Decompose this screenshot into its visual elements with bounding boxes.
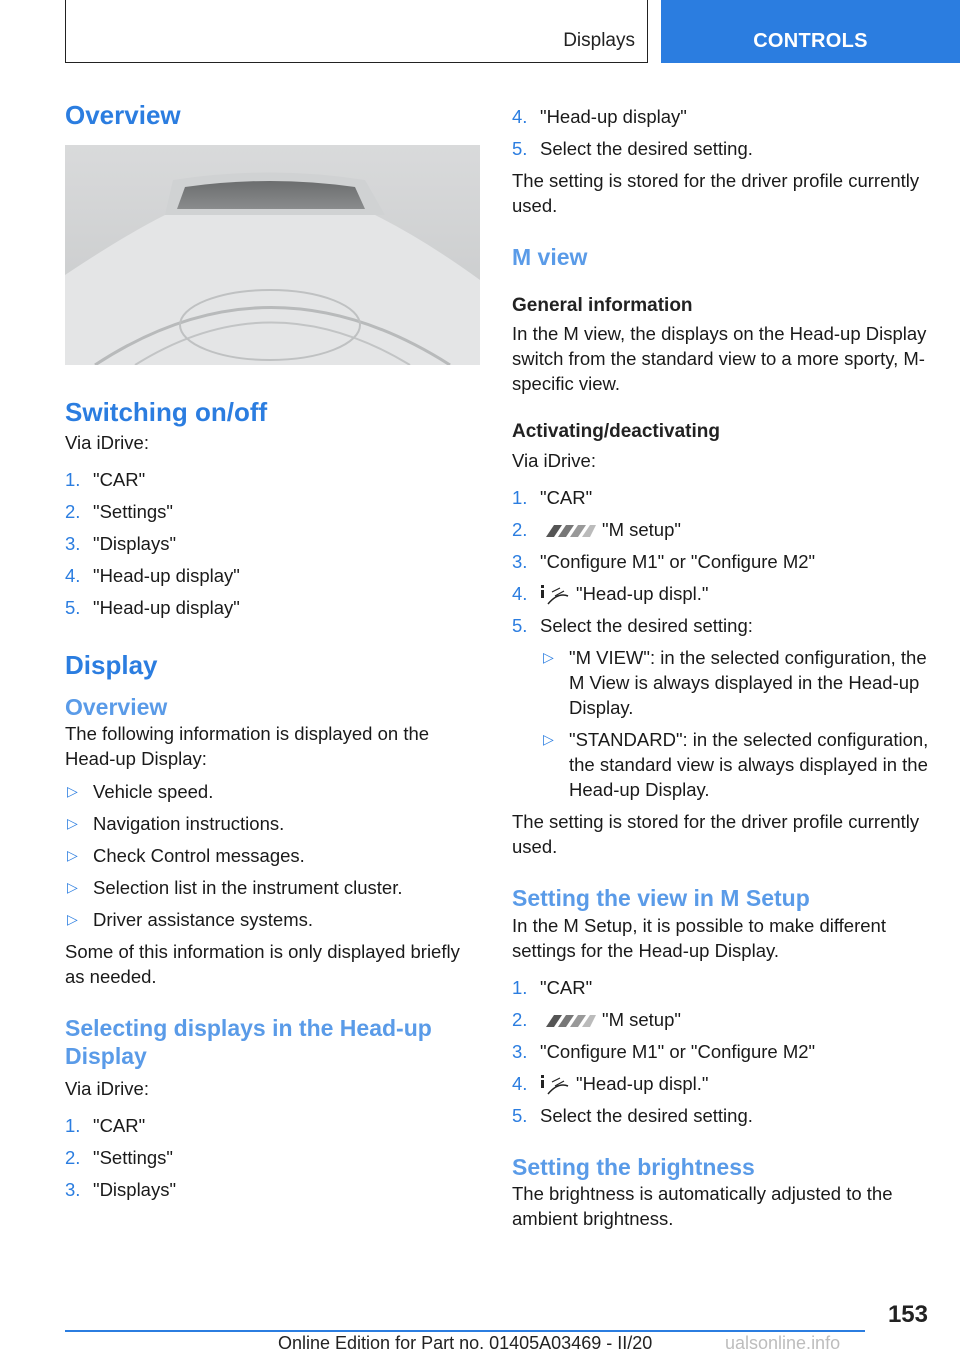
section-title: Displays bbox=[563, 30, 635, 51]
triangle-bullet-icon: ▷ bbox=[67, 783, 78, 800]
selecting-steps bbox=[65, 1113, 480, 1202]
overview-heading: Overview bbox=[65, 100, 181, 130]
display-overview-heading: Overview bbox=[65, 693, 168, 720]
m-setup-heading: Setting the view in M Setup bbox=[512, 885, 810, 912]
head-up-display-photo bbox=[65, 145, 480, 365]
brightness-heading: Setting the brightness bbox=[512, 1153, 755, 1180]
head-up-display-icon bbox=[540, 1074, 570, 1096]
list-item: 4. "Head-up display" bbox=[65, 565, 240, 587]
list-item: 4. "Head-up display" bbox=[512, 106, 687, 127]
triangle-bullet-icon: ▷ bbox=[67, 879, 78, 896]
list-item: 3. "Displays" bbox=[65, 1179, 177, 1201]
chapter-tab[interactable]: CONTROLS bbox=[661, 0, 960, 63]
triangle-bullet-icon: ▷ bbox=[67, 911, 78, 928]
list-item: 3. "Configure M1" or "Configure M2" bbox=[512, 550, 816, 572]
list-item: 2. "Settings" bbox=[65, 1147, 173, 1169]
general-info-text: In the M view, the displays on the Head-up Display switch from the standard view to a more sporty, M-specific view. bbox=[512, 323, 927, 395]
footer-watermark: ualsonline.info bbox=[725, 1333, 841, 1353]
list-item: 5. "Head-up display" bbox=[65, 597, 240, 619]
list-item: 1. "CAR" bbox=[512, 976, 593, 998]
switching-steps bbox=[65, 467, 480, 620]
list-item: ▷ Selection list in the instrument cluster. bbox=[67, 877, 403, 899]
list-item: 3. "Displays" bbox=[65, 533, 177, 555]
activating-options bbox=[512, 645, 932, 802]
list-item: ▷ Check Control messages. bbox=[67, 845, 305, 867]
switching-intro: Via iDrive: bbox=[65, 432, 149, 454]
triangle-bullet-icon: ▷ bbox=[543, 731, 554, 748]
activating-steps bbox=[512, 485, 932, 638]
m-view-heading: M view bbox=[512, 244, 588, 270]
list-item: 5. Select the desired setting: bbox=[512, 615, 753, 637]
list-item: 1. "CAR" bbox=[512, 486, 593, 508]
list-item: 5. Select the desired setting. bbox=[512, 1104, 753, 1126]
list-item: 4. "Head-up displ." bbox=[512, 1071, 932, 1096]
list-item: 3. "Configure M1" or "Configure M2" bbox=[512, 1040, 816, 1062]
display-heading: Display bbox=[65, 650, 158, 681]
display-note: Some of this information is only displayed briefly as needed. bbox=[65, 941, 460, 988]
head-up-display-icon bbox=[540, 584, 570, 606]
m-stripes-icon bbox=[540, 524, 596, 538]
selecting-intro: Via iDrive: bbox=[65, 1078, 149, 1100]
list-item: 2. "M setup" bbox=[512, 518, 681, 540]
list-item: ▷ Navigation instructions. bbox=[67, 813, 285, 835]
display-items bbox=[65, 779, 480, 932]
list-item: ▷ Driver assistance systems. bbox=[67, 909, 313, 931]
header-section-box bbox=[65, 0, 648, 63]
list-item: 5. Select the desired setting. bbox=[512, 138, 753, 159]
activating-intro: Via iDrive: bbox=[512, 449, 596, 471]
left-column bbox=[65, 100, 480, 1209]
activating-note: The setting is stored for the driver profile currently used. bbox=[512, 811, 920, 858]
page-number: 153 bbox=[887, 1301, 928, 1328]
activating-heading: Activating/deactivating bbox=[512, 421, 720, 443]
triangle-bullet-icon: ▷ bbox=[67, 815, 78, 832]
brightness-text: The brightness is automatically adjusted to the ambient brightness. bbox=[512, 1183, 893, 1230]
triangle-bullet-icon: ▷ bbox=[67, 847, 78, 864]
list-item: 1. "CAR" bbox=[65, 1115, 146, 1137]
list-item: 2. "M setup" bbox=[512, 1008, 681, 1030]
right-column bbox=[512, 104, 932, 1231]
list-item: 4. "Head-up displ." bbox=[512, 581, 932, 606]
m-setup-text: In the M Setup, it is possible to make different settings for the Head-up Display. bbox=[512, 914, 886, 961]
general-info-heading: General information bbox=[512, 294, 693, 316]
footer-divider bbox=[65, 1330, 865, 1332]
selecting-heading: Selecting displays in the Head-up Display bbox=[65, 1015, 432, 1069]
list-item: ▷ Vehicle speed. bbox=[67, 781, 214, 803]
m-stripes-icon bbox=[540, 1014, 596, 1028]
continued-note: The setting is stored for the driver profile currently used. bbox=[512, 170, 920, 216]
list-item: ▷ "STANDARD": in the selected configuration, the standard view is always displayed in the Head-up Display. bbox=[543, 729, 929, 801]
m-setup-steps bbox=[512, 975, 932, 1128]
display-overview-text: The following information is displayed on the Head-up Display: bbox=[65, 723, 430, 770]
list-item: 2. "Settings" bbox=[65, 501, 173, 523]
triangle-bullet-icon: ▷ bbox=[543, 649, 554, 666]
switching-heading: Switching on/off bbox=[65, 397, 268, 428]
list-item: 1. "CAR" bbox=[65, 469, 146, 491]
footer-edition: Online Edition for Part no. 01405A03469 - II/20 bbox=[278, 1333, 653, 1353]
continued-steps bbox=[512, 104, 932, 161]
list-item: ▷ "M VIEW": in the selected configuration, the M View is always displayed in the Head-up Display. bbox=[543, 647, 927, 719]
